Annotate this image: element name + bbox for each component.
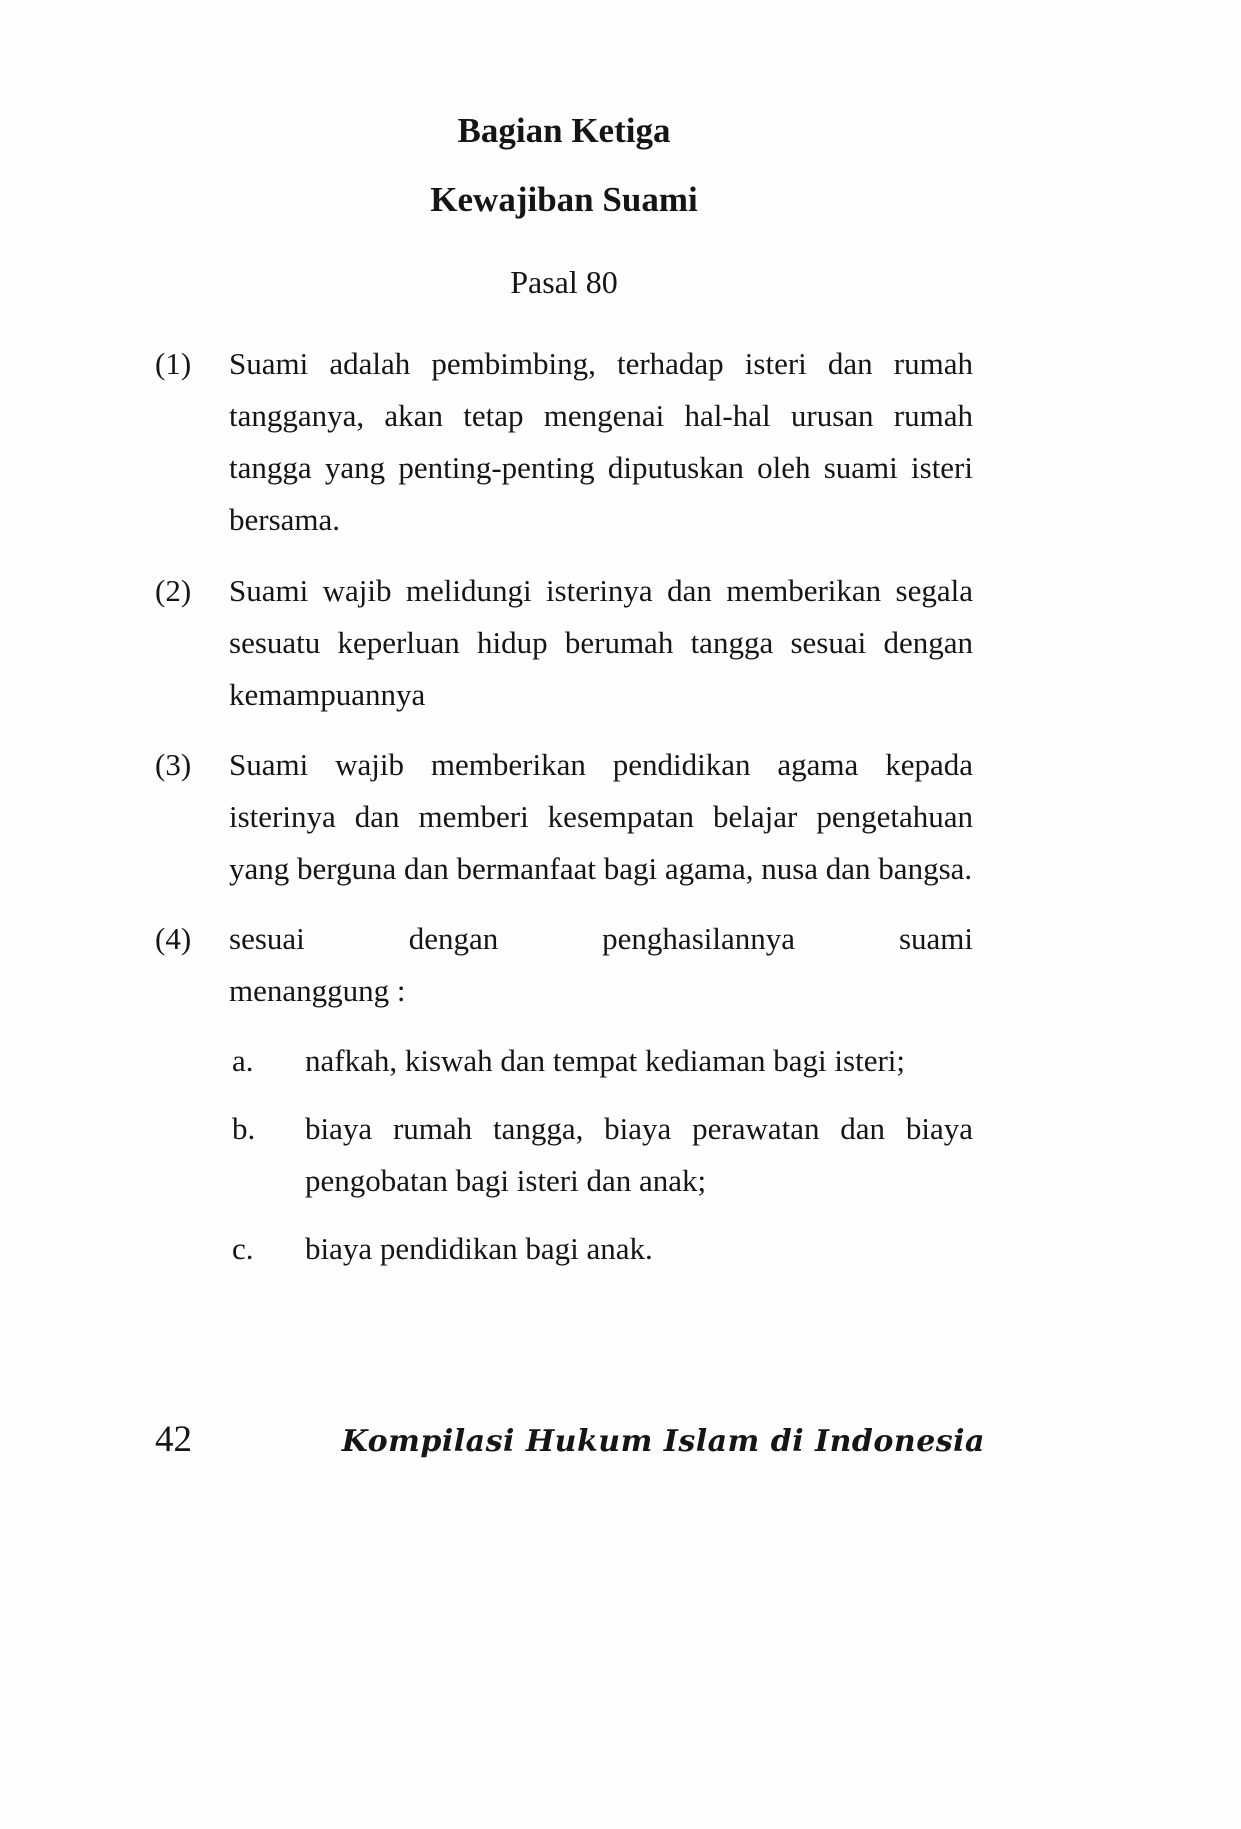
- section-title: Bagian Ketiga: [457, 111, 671, 150]
- item-text-line: menanggung :: [229, 973, 406, 1009]
- item-text: Suami adalah pembimbing, terhadap isteri dan rumah tangganya, akan tetap mengenai hal-hal urusan rumah tangga yang penting-penting diputuskan oleh suami isteri bersama.: [229, 346, 973, 538]
- list-item: [155, 338, 973, 546]
- subitem-letter: c.: [232, 1231, 254, 1267]
- list-item: [155, 913, 973, 1017]
- subitem-letter: a.: [232, 1043, 254, 1079]
- page-footer: [155, 1418, 985, 1461]
- subitem-text: biaya pendidikan bagi anak.: [305, 1231, 653, 1267]
- section-subtitle: Kewajiban Suami: [430, 179, 698, 219]
- sub-list-item: [232, 1035, 973, 1087]
- sub-list-item: [232, 1103, 973, 1207]
- book-title-footer: Kompilasi Hukum Islam di Indonesia: [341, 1424, 985, 1459]
- subitem-letter: b.: [232, 1111, 256, 1147]
- sub-item-list: [232, 1035, 973, 1275]
- item-number: (1): [155, 346, 192, 382]
- subitem-text: nafkah, kiswah dan tempat kediaman bagi isteri;: [305, 1043, 906, 1079]
- page-content: [155, 112, 973, 1291]
- item-number: (3): [155, 746, 192, 782]
- sub-list-item: [232, 1223, 973, 1275]
- item-text: [229, 913, 973, 1017]
- list-item: [155, 565, 973, 721]
- article-items: [155, 338, 973, 1275]
- article-title: Pasal 80: [510, 264, 618, 300]
- subitem-text: biaya rumah tangga, biaya perawatan dan biaya pengobatan bagi isteri dan anak;: [305, 1111, 973, 1199]
- page-number: 42: [155, 1419, 192, 1460]
- item-text-line: sesuai dengan penghasilannya suami: [229, 920, 973, 956]
- item-number: (4): [155, 920, 192, 956]
- item-text: Suami wajib melidungi isterinya dan memberikan segala sesuatu keperluan hidup berumah tangga sesuai dengan kemampuannya: [229, 572, 973, 712]
- list-item: [155, 739, 973, 895]
- item-text: Suami wajib memberikan pendidikan agama kepada isterinya dan memberi kesempatan belajar pengetahuan yang berguna dan bermanfaat bagi agama, nusa dan bangsa.: [229, 746, 973, 886]
- item-number: (2): [155, 572, 192, 608]
